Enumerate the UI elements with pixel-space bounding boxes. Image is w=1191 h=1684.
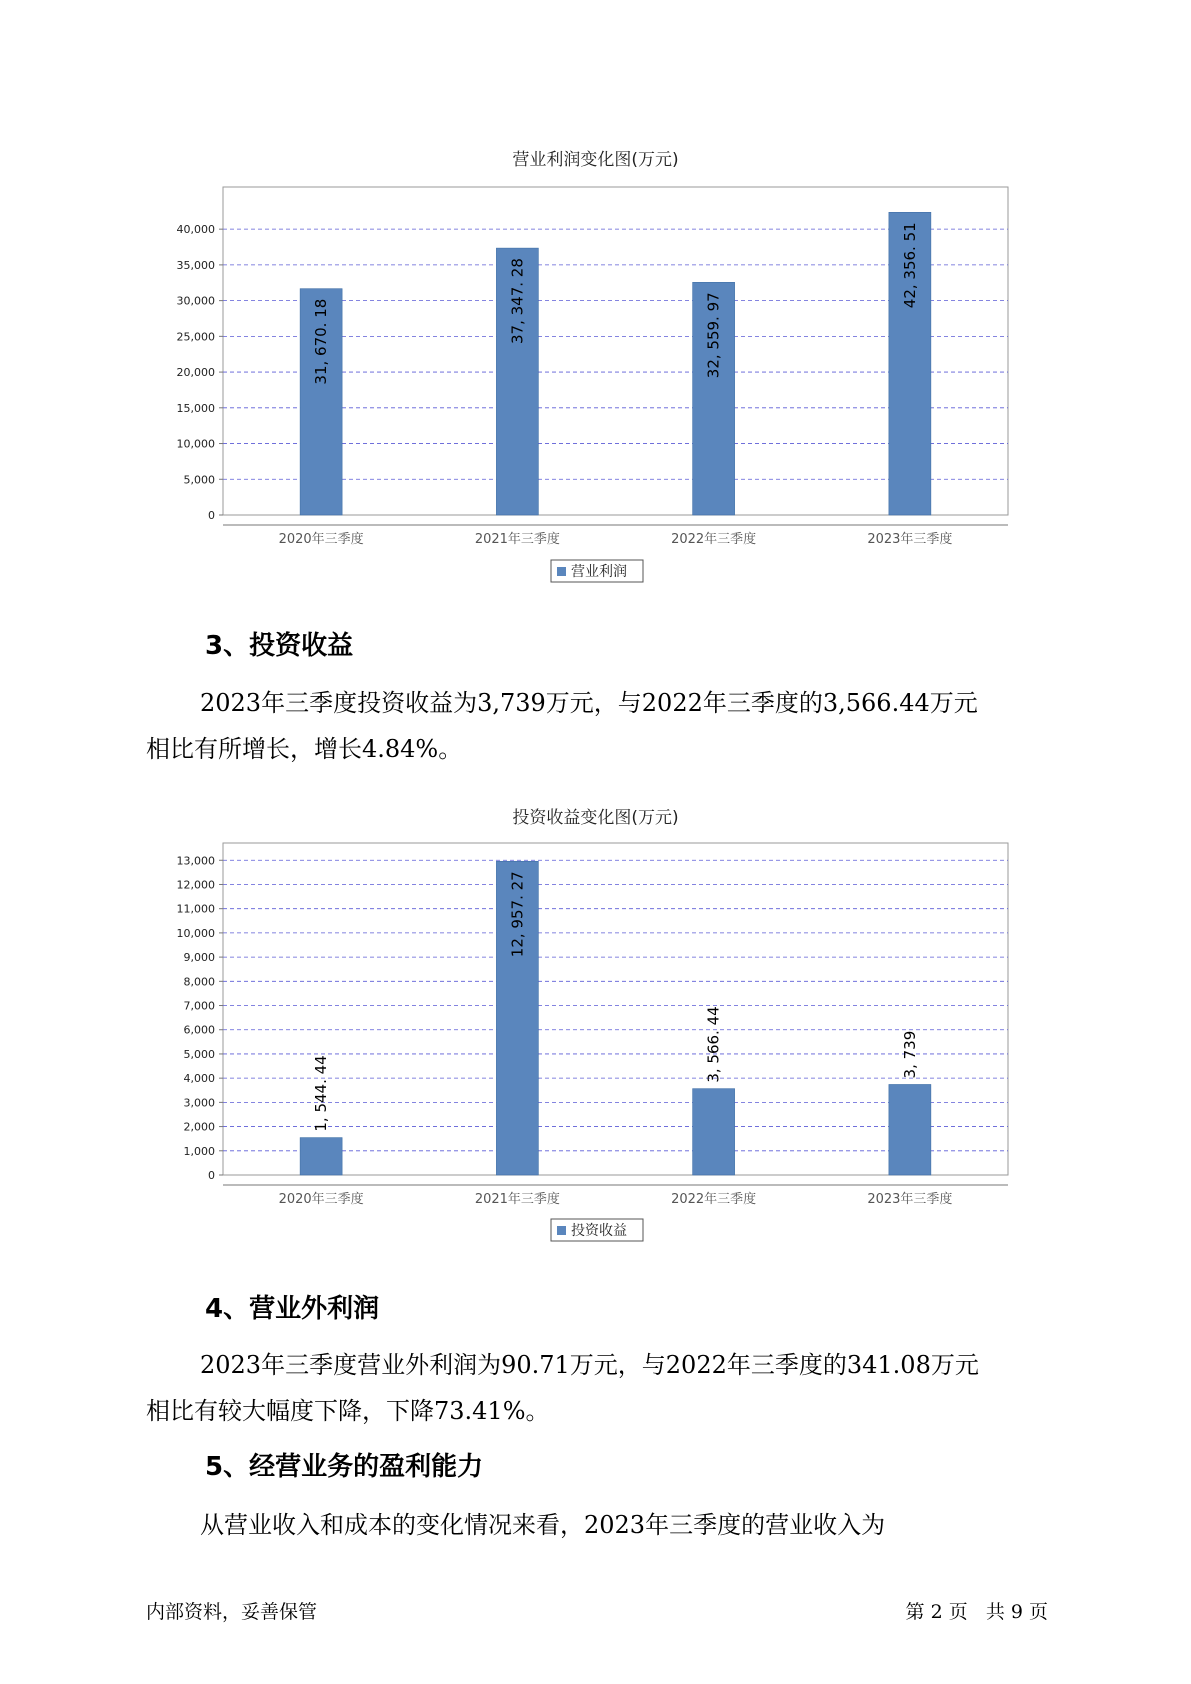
x-tick-label: 2023年三季度 bbox=[867, 532, 953, 547]
x-tick-label: 2020年三季度 bbox=[278, 1192, 364, 1207]
section3-heading: 3、投资收益 bbox=[205, 631, 354, 661]
data-label: 42, 356. 51 bbox=[900, 222, 919, 309]
section4-heading: 4、营业外利润 bbox=[205, 1294, 380, 1324]
x-tick-label: 2021年三季度 bbox=[474, 1192, 560, 1207]
bar bbox=[889, 1084, 931, 1175]
x-tick-label: 2020年三季度 bbox=[278, 532, 364, 547]
y-tick-label: 10,000 bbox=[176, 437, 215, 451]
y-tick-label: 0 bbox=[208, 509, 215, 522]
section4-line2: 相比有较大幅度下降，下降73.41%。 bbox=[146, 1397, 550, 1425]
data-label: 12, 957. 27 bbox=[508, 871, 527, 958]
y-tick-label: 4,000 bbox=[183, 1072, 215, 1086]
section5-line1: 从营业收入和成本的变化情况来看，2023年三季度的营业收入为 bbox=[200, 1511, 886, 1539]
y-tick-label: 5,000 bbox=[183, 1047, 215, 1061]
legend-label: 投资收益 bbox=[571, 1223, 627, 1239]
x-tick-label: 2022年三季度 bbox=[671, 1192, 757, 1207]
y-tick-label: 35,000 bbox=[176, 258, 215, 272]
section5-heading: 5、经营业务的盈利能力 bbox=[205, 1452, 484, 1482]
legend-label: 营业利润 bbox=[571, 564, 627, 580]
y-tick-label: 20,000 bbox=[176, 366, 215, 380]
y-tick-label: 8,000 bbox=[183, 975, 215, 989]
section5-paragraph bbox=[146, 1502, 1066, 1548]
y-tick-label: 3,000 bbox=[183, 1096, 215, 1110]
footer-page-number: 第 2 页 共 9 页 bbox=[905, 1601, 1048, 1623]
y-tick-label: 9,000 bbox=[183, 951, 215, 965]
data-label: 1, 544. 44 bbox=[312, 1055, 331, 1132]
y-tick-label: 30,000 bbox=[176, 294, 215, 308]
data-label: 3, 739 bbox=[900, 1030, 919, 1079]
legend-swatch bbox=[557, 1226, 566, 1235]
y-tick-label: 5,000 bbox=[183, 473, 215, 487]
y-tick-label: 2,000 bbox=[183, 1120, 215, 1134]
bar bbox=[300, 1138, 342, 1175]
chart2-title: 投资收益变化图(万元) bbox=[512, 808, 679, 828]
x-tick-label: 2021年三季度 bbox=[474, 532, 560, 547]
y-tick-label: 15,000 bbox=[176, 401, 215, 415]
section4-line1: 2023年三季度营业外利润为90.71万元，与2022年三季度的341.08万元 bbox=[200, 1351, 979, 1379]
data-label: 37, 347. 28 bbox=[508, 258, 527, 345]
y-tick-label: 6,000 bbox=[183, 1023, 215, 1037]
data-label: 31, 670. 18 bbox=[312, 298, 331, 385]
y-tick-label: 7,000 bbox=[183, 999, 215, 1013]
bar bbox=[693, 1089, 735, 1175]
section4-paragraph bbox=[146, 1342, 1066, 1434]
y-tick-label: 12,000 bbox=[176, 878, 215, 892]
y-tick-label: 40,000 bbox=[176, 223, 215, 237]
section3-line1: 2023年三季度投资收益为3,739万元，与2022年三季度的3,566.44万元 bbox=[200, 689, 978, 717]
x-tick-label: 2023年三季度 bbox=[867, 1192, 953, 1207]
y-tick-label: 0 bbox=[208, 1169, 215, 1182]
y-tick-label: 1,000 bbox=[183, 1144, 215, 1158]
y-tick-label: 25,000 bbox=[176, 330, 215, 344]
y-tick-label: 13,000 bbox=[176, 854, 215, 868]
footer-left: 内部资料，妥善保管 bbox=[146, 1601, 318, 1623]
data-label: 32, 559. 97 bbox=[704, 292, 723, 379]
y-tick-label: 11,000 bbox=[176, 902, 215, 916]
y-tick-label: 10,000 bbox=[176, 926, 215, 940]
x-tick-label: 2022年三季度 bbox=[671, 532, 757, 547]
legend bbox=[551, 1219, 643, 1241]
section3-line2: 相比有所增长，增长4.84%。 bbox=[146, 735, 463, 763]
data-label: 3, 566. 44 bbox=[704, 1006, 723, 1083]
chart1-title: 营业利润变化图(万元) bbox=[512, 150, 679, 170]
